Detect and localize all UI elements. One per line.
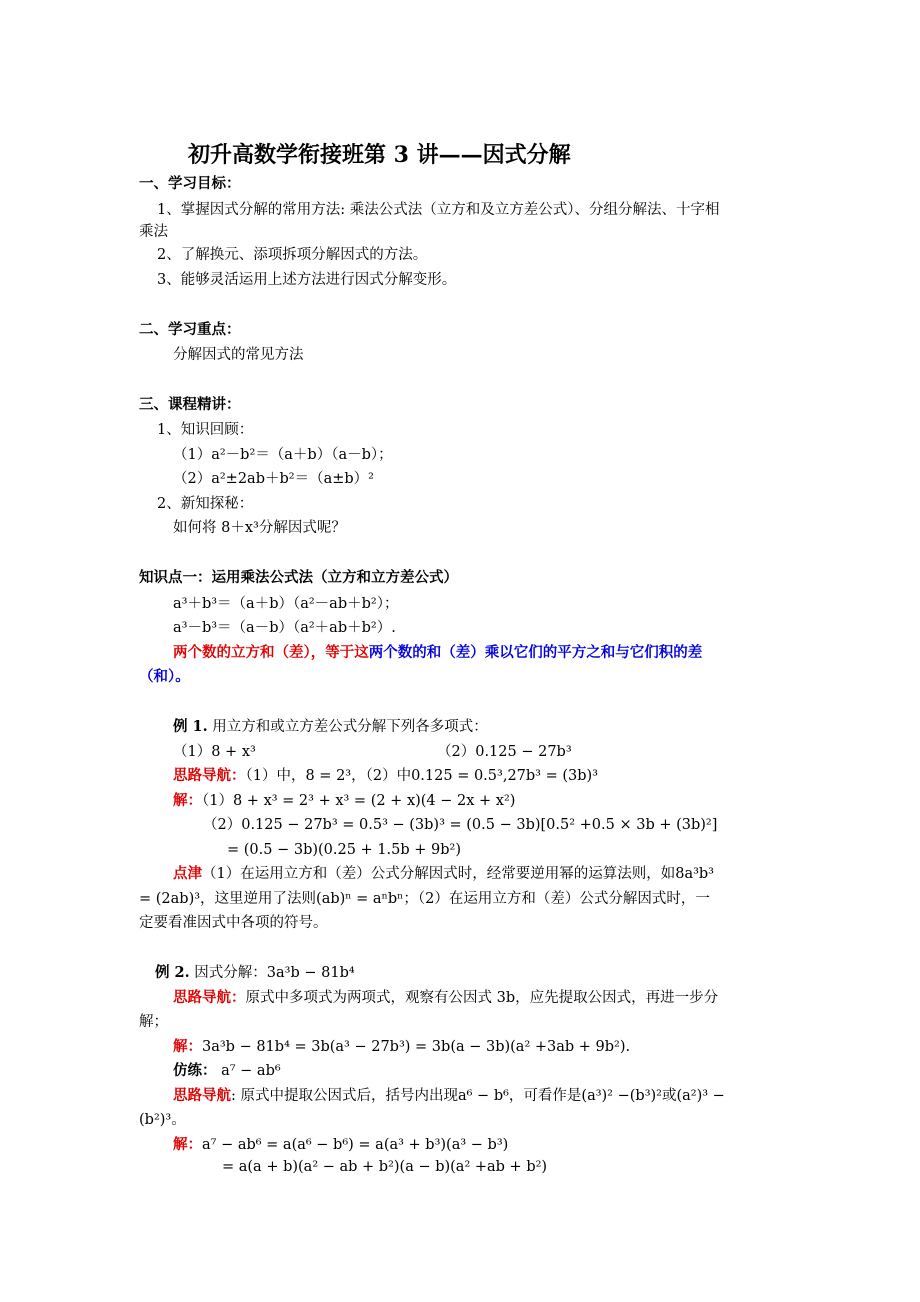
practice-text: a⁷ − ab⁶ [216,1063,281,1079]
example-1-text: 用立方和或立方差公式分解下列各多项式： [207,719,488,735]
hint-label: 思路导航 [173,1087,231,1104]
page-title: 初升高数学衔接班第 3 讲——因式分解 [188,142,571,168]
section-heading-lecture: 三、课程精讲： [139,396,241,413]
solution-label: 解： [173,1038,202,1055]
cube-diff-formula: a³－b³＝（a－b）（a²＋ab＋b²）. [173,620,396,636]
example-1-note [173,864,714,884]
solution-step-1: （1）8 + x³ = 2³ + x³ = (2 + x)(4 − 2x + x²) [202,793,516,809]
solution-step-1: a⁷ − ab⁶ = a(a⁶ − b⁶) = a(a³ + b³)(a³ − b³) [202,1137,509,1153]
example-2-label: 例 2. [155,964,190,981]
goal-item-1: 1、掌握因式分解的常用方法: 乘法公式法（立方和及立方差公式）、分组分解法、十字相 [157,202,720,218]
example-1-solution-3: = (0.5 − 3b)(0.25 + 1.5b + 9b²) [227,842,462,858]
goal-item-1-cont: 乘法 [139,224,168,240]
practice-label: 仿练： [173,1062,217,1079]
knowledge-point-heading: 知识点一：运用乘法公式法（立方和立方差公式） [139,569,458,586]
solution-label: 解： [173,792,202,809]
goal-item-2: 2、了解换元、添项拆项分解因式的方法。 [157,247,428,263]
hint-text: （1）中，8 = 2³，（2）中0.125 = 0.5³,27b³ = (3b)³ [245,768,598,784]
example-2-hint [173,988,718,1008]
review-formula-2: （2）a²±2ab＋b²＝（a±b）² [173,471,374,487]
rule-red-part: 两个数的立方和（差），等于这 [173,644,369,661]
rule-statement [173,643,702,663]
hint-text: : 原式中提取公因式后，括号内出现a⁶ − b⁶，可看作是(a³)² −(b³)²或(a²)³ − [231,1088,725,1104]
solution-text: 3a³b − 81b⁴ = 3b(a³ − 27b³) = 3b(a − 3b)(a² +3ab + 9b²). [202,1039,631,1055]
practice-solution-2: = a(a + b)(a² − ab + b²)(a − b)(a² +ab + b²) [222,1159,548,1175]
example-1-note-cont-1: = (2ab)³，这里逆用了法则(ab)ⁿ = aⁿbⁿ；（2）在运用立方和（差）公式分解因式时，一 [139,891,710,907]
section-heading-goals: 一、学习目标： [139,175,241,192]
rule-blue-part: 两个数的和（差）乘以它们的平方之和与它们积的差 [368,644,703,661]
example-1-label: 例 1. [173,718,208,735]
review-formula-1: （1）a²－b²＝（a＋b）（a－b）； [173,447,393,463]
hint-label: 思路导航： [173,767,246,784]
focus-text: 分解因式的常见方法 [173,347,304,363]
note-label: 点津 [173,865,202,882]
hint-label: 思路导航： [173,989,246,1006]
solution-label: 解： [173,1136,202,1153]
review-label: 1、知识回顾： [157,422,254,438]
goal-item-3: 3、能够灵活运用上述方法进行因式分解变形。 [157,272,457,288]
new-knowledge-question: 如何将 8＋x³分解因式呢？ [173,520,346,536]
new-knowledge-label: 2、新知探秘： [157,496,254,512]
note-text-1: （1）在运用立方和（差）公式分解因式时，经常要逆用幂的运算法则，如8a³b³ [202,866,714,882]
example-2-solution [173,1037,630,1057]
practice-hint [173,1086,725,1106]
section-heading-focus: 二、学习重点： [139,321,241,338]
practice-hint-cont: (b²)³。 [139,1112,186,1128]
practice-solution-1 [173,1135,508,1155]
cube-sum-formula: a³＋b³＝（a＋b）（a²－ab＋b²）； [173,596,399,612]
example-1-hint [173,766,598,786]
example-2-prompt [155,963,355,983]
example-1-prompt [173,717,488,737]
example-1-problem-1: （1）8 + x³ [173,744,256,760]
example-2-text: 因式分解：3a³b − 81b⁴ [189,965,355,981]
example-1-note-cont-2: 定要看准因式中各项的符号。 [139,915,328,931]
practice-problem [173,1061,281,1081]
rule-statement-cont: （和）。 [139,668,190,685]
example-1-problem-2: （2）0.125 − 27b³ [437,744,572,760]
hint-text: 原式中多项式为两项式，观察有公因式 3b，应先提取公因式，再进一步分 [245,990,719,1006]
example-1-solution-2: （2）0.125 − 27b³ = 0.5³ − (3b)³ = (0.5 − 3b)[0.5² +0.5 × 3b + (3b)²] [203,817,718,833]
example-1-solution-1 [173,791,515,811]
example-2-hint-cont: 解； [139,1014,168,1030]
